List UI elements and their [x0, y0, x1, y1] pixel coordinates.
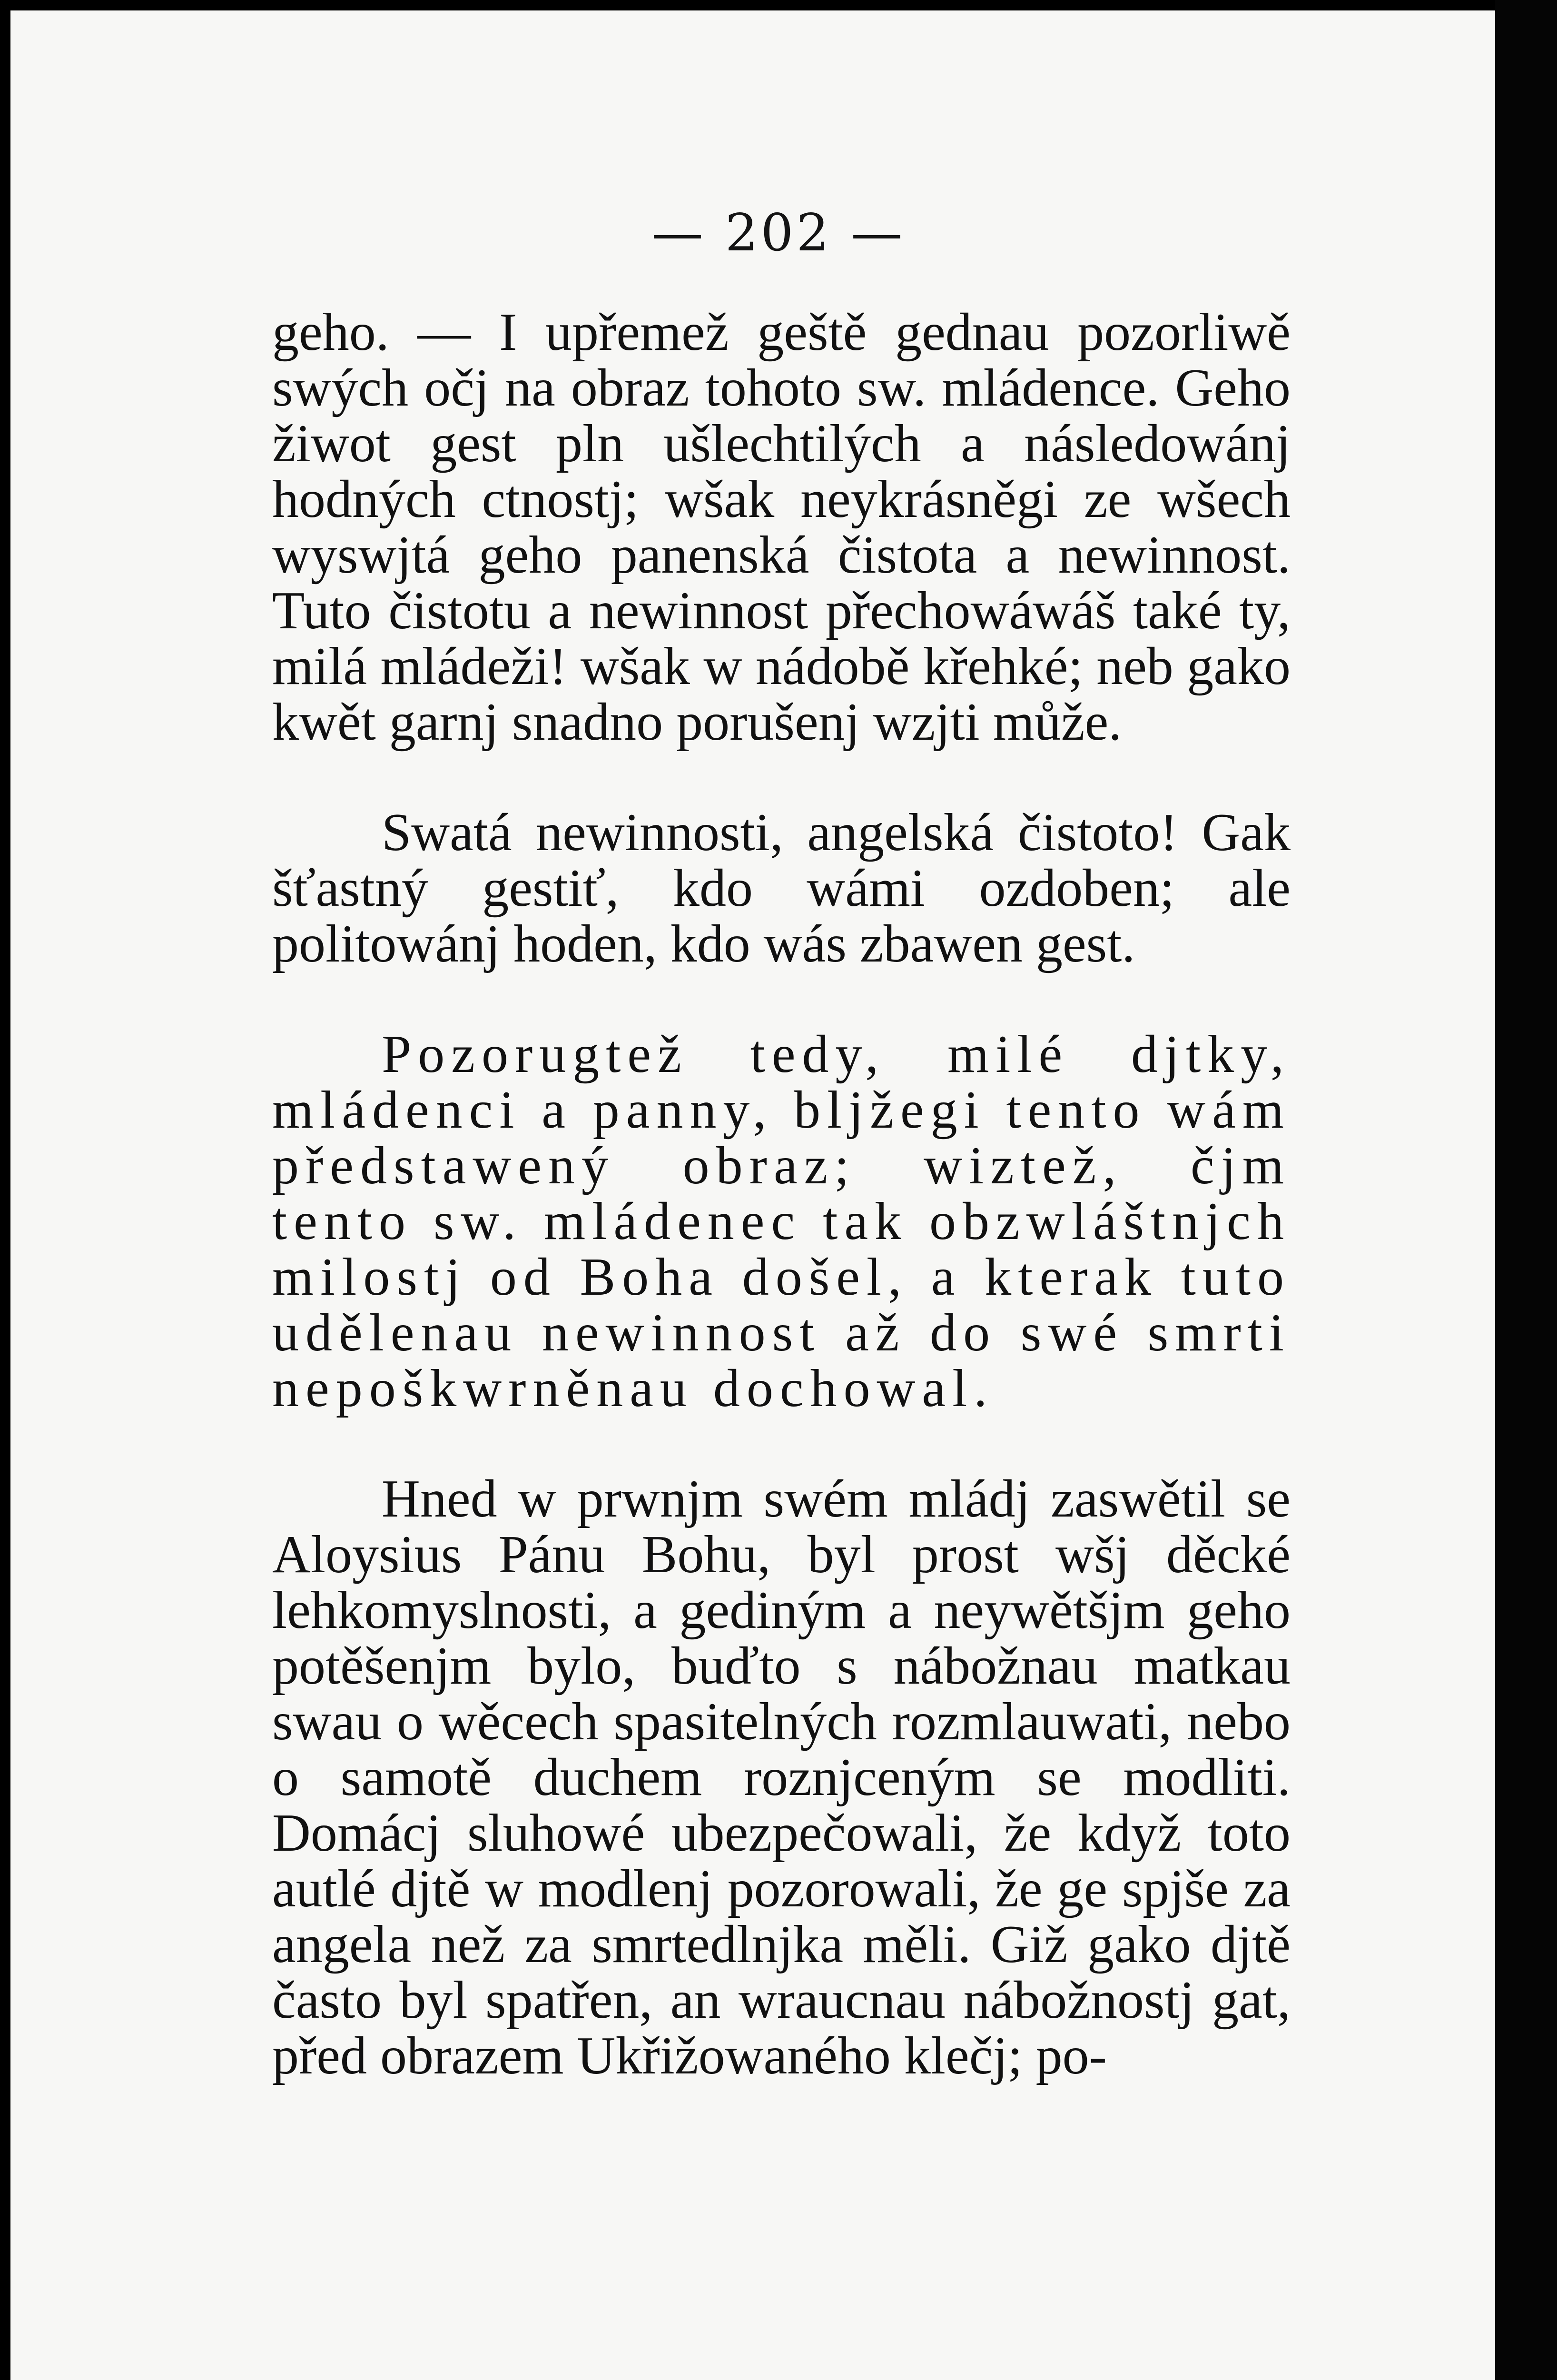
paragraph-continuation: geho. — I upřemež geště gednau pozorliwě swých očj na obraz tohoto sw. mládence. Geho žiwot gest pln ušlechtilých a následowánj hodných ctnostj; wšak neykrásněgi ze wšech wyswjtá geho panenská čistota a newinnost. Tuto čistotu a newinnost přechowáwáš také ty, milá mládeži! wšak w nádobě křehké; neb gako kwět garnj snadno porušenj wzjti může.: [272, 303, 1291, 752]
page-edge-shadow: [1495, 0, 1557, 2380]
paragraph-narrative: Hned w prwnjm swém mládj zaswětil se Aloysius Pánu Bohu, byl prost wšj děcké lehkomyslnosti, a gediným a neywětšjm geho potěšenjm bylo, buďto s nábožnau matkau swau o wěcech spasitelných rozmlauwati, nebo o samotě duchem roznjceným se modliti. Domácj sluhowé ubezpečowali, že když toto autlé djtě w modlenj pozorowali, že ge spjše za angela než za smrtedlnjka měli. Giž gako djtě často byl spatřen, an wraucnau nábožnostj gat, před obrazem Ukřižowaného klečj; po-: [272, 1469, 1291, 2085]
paragraph-invocation: Swatá newinnosti, angelská čistoto! Gak šťastný gestiť, kdo wámi ozdoben; ale politowánj hoden, kdo wás zbawen gest.: [272, 803, 1291, 973]
body-text: [272, 305, 1291, 2084]
paragraph-exhortation: Pozorugtež tedy, milé djtky, mládenci a panny, bljžegi tento wám předstawený obraz; wiztež, čjm tento sw. mládenec tak obzwláštnjch milostj od Boha došel, a kterak tuto udělenau newinnost až do swé smrti nepoškwrněnau dochowal.: [272, 1025, 1291, 1418]
page-number: — 202 —: [651, 203, 906, 263]
